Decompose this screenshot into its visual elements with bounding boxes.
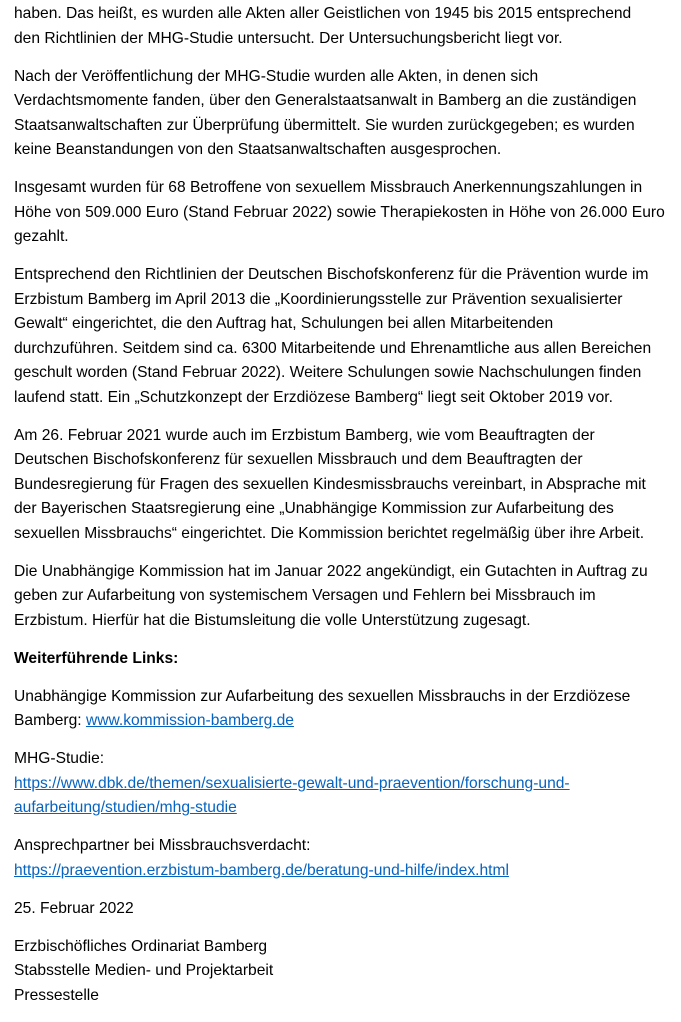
contact-label: Ansprechpartner bei Missbrauchsverdacht: <box>14 837 311 854</box>
text-line: sexuellen Missbrauchs“ eingerichtet. Die Kommission berichtet regelmäßig über ihre Arbeit. <box>14 524 645 542</box>
text-line: Bundesregierung für Fragen des sexuellen Kindesmissbrauchs vereinbart, in Absprache mit <box>14 475 646 493</box>
text-line: gezahlt. <box>14 228 69 245</box>
text-line: Staatsanwaltschaften zur Überprüfung übermittelt. Sie wurden zurückgegeben; es wurden <box>14 116 635 134</box>
text-line: geschult worden (Stand Februar 2022). Weitere Schulungen sowie Nachschulungen finden <box>14 364 642 381</box>
text-line: haben. Das heißt, es wurden alle Akten aller Geistlichen von 1945 bis 2015 entsprechend <box>14 5 632 22</box>
mhg-link-line-1[interactable]: https://www.dbk.de/themen/sexualisierte-gewalt-und-praevention/forschung-und- <box>14 774 570 792</box>
mhg-link-line-2[interactable]: aufarbeitung/studien/mhg-studie <box>14 799 237 816</box>
text-line: Deutschen Bischofskonferenz für sexuellen Missbrauch und dem Beauftragten der <box>14 451 583 468</box>
text-line: Gewalt“ eingerichtet, die den Auftrag hat, Schulungen bei allen Mitarbeitenden <box>14 315 554 332</box>
text-line: den Richtlinien der MHG-Studie untersucht. Der Untersuchungsbericht liegt vor. <box>14 29 563 47</box>
press-date: 25. Februar 2022 <box>14 899 134 917</box>
commission-website-link[interactable]: www.kommission-bamberg.de <box>85 712 294 729</box>
text-line: Am 26. Februar 2021 wurde auch im Erzbistum Bamberg, wie vom Beauftragten der <box>14 426 595 444</box>
signature-office: Pressestelle <box>14 986 99 1004</box>
text-line: durchzuführen. Seitdem sind ca. 6300 Mitarbeitende und Ehrenamtliche aus allen Bereichen <box>14 339 652 357</box>
commission-link-line <box>14 709 674 734</box>
mhg-study-link[interactable] <box>14 772 674 821</box>
paragraph-kommission <box>14 424 674 547</box>
text-line: der Bayerischen Staatsregierung eine „Unabhängige Kommission zur Aufarbeitung des <box>14 500 614 517</box>
paragraph-gutachten <box>14 560 674 634</box>
mhg-label: MHG-Studie: <box>14 750 105 767</box>
commission-prefix: Bamberg: <box>14 712 86 729</box>
text-line: keine Beanstandungen von den Staatsanwaltschaften ausgesprochen. <box>14 141 502 158</box>
contact-help-link[interactable]: https://praevention.erzbistum-bamberg.de/beratung-und-hilfe/index.html <box>14 861 509 879</box>
text-line: Höhe von 509.000 Euro (Stand Februar 2022) sowie Therapiekosten in Höhe von 26.000 Euro <box>14 203 665 221</box>
signature-block <box>14 935 674 1009</box>
commission-link-block <box>14 685 674 734</box>
text-line: Verdachtsmomente fanden, über den Generalstaatsanwalt in Bamberg an die zuständigen <box>14 92 637 109</box>
contact-link-block <box>14 834 674 883</box>
text-line: Erzbistum Bamberg im April 2013 die „Koordinierungsstelle zur Prävention sexualisierter <box>14 290 623 308</box>
text-line: laufend statt. Ein „Schutzkonzept der Erzdiözese Bamberg“ liegt seit Oktober 2019 vor. <box>14 388 613 406</box>
links-heading: Weiterführende Links: <box>14 649 179 667</box>
commission-description: Unabhängige Kommission zur Aufarbeitung des sexuellen Missbrauchs in der Erzdiözese <box>14 687 631 705</box>
paragraph-anerkennungszahlungen <box>14 176 674 250</box>
text-line: Insgesamt wurden für 68 Betroffene von sexuellem Missbrauch Anerkennungszahlungen in <box>14 179 643 196</box>
paragraph-praevention <box>14 263 674 410</box>
text-line: Die Unabhängige Kommission hat im Januar 2022 angekündigt, ein Gutachten in Auftrag zu <box>14 562 648 580</box>
mhg-link-block <box>14 747 674 821</box>
document-page <box>14 2 674 1022</box>
text-line: geben zur Aufarbeitung von systemischem Versagen und Fehlern bei Missbrauch im <box>14 587 596 604</box>
signature-organization: Erzbischöfliches Ordinariat Bamberg <box>14 937 268 955</box>
paragraph-staatsanwaltschaften <box>14 65 674 163</box>
text-line: Entsprechend den Richtlinien der Deutschen Bischofskonferenz für die Prävention wurde im <box>14 266 649 283</box>
text-line: Nach der Veröffentlichung der MHG-Studie wurden alle Akten, in denen sich <box>14 67 539 85</box>
signature-department: Stabsstelle Medien- und Projektarbeit <box>14 962 274 979</box>
paragraph-akten-untersucht <box>14 2 674 51</box>
text-line: Erzbistum. Hierfür hat die Bistumsleitung die volle Unterstützung zugesagt. <box>14 611 531 629</box>
